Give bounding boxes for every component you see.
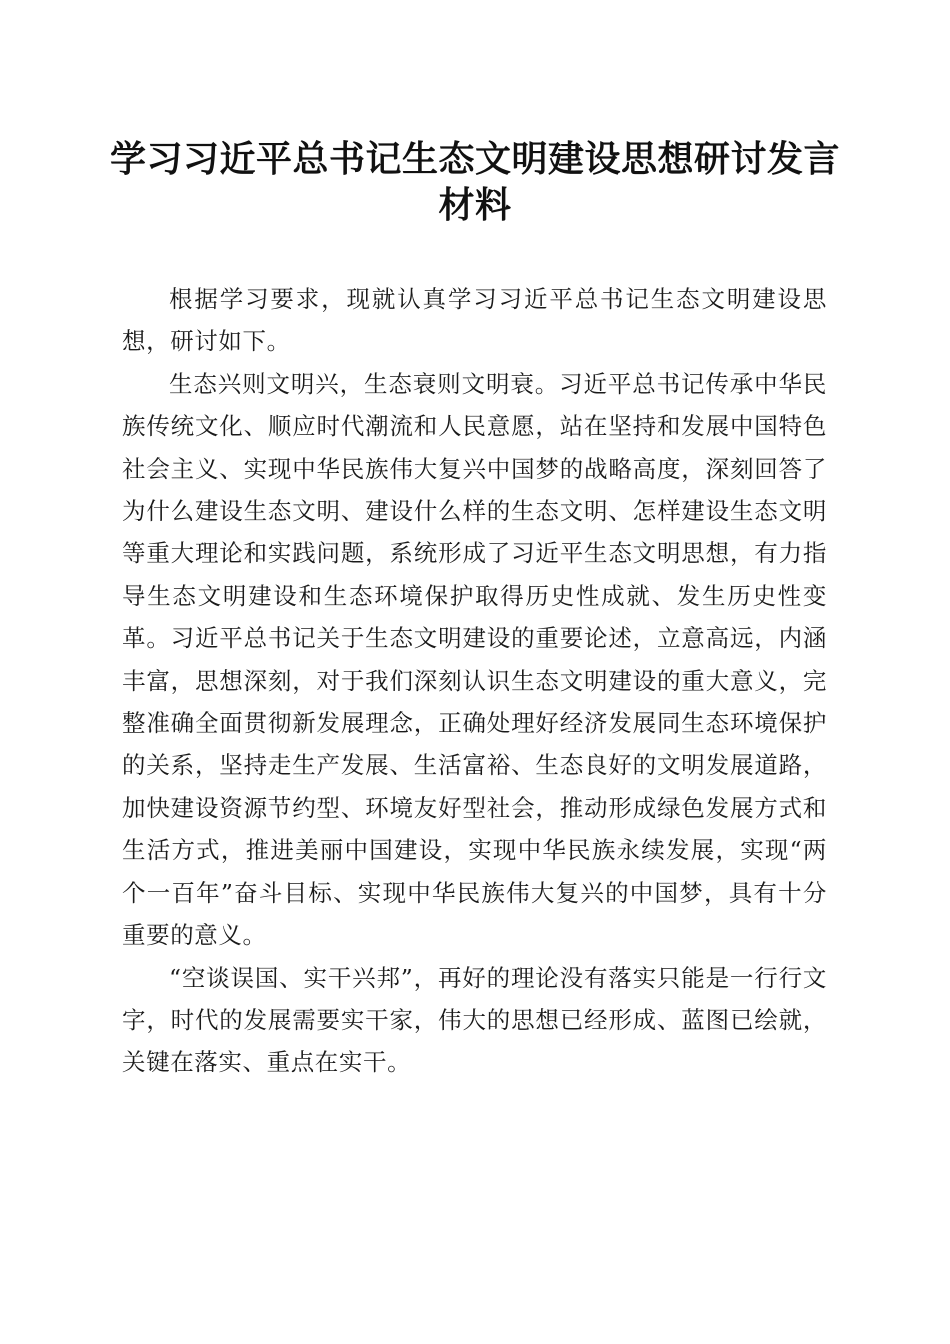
paragraph-main: 生态兴则文明兴，生态衰则文明衰。习近平总书记传承中华民族传统文化、顺应时代潮流和人民意愿，站在坚持和发展中国特色社会主义、实现中华民族伟大复兴中国梦的战略高度，深刻回答了为什么建设生态文明、建设什么样的生态文明、怎样建设生态文明等重大理论和实践问题，系统形成了习近平生态文明思想，有力指导生态文明建设和生态环境保护取得历史性成就、发生历史性变革。习近平总书记关于生态文明建设的重要论述，立意高远，内涵丰富，思想深刻，对于我们深刻认识生态文明建设的重大意义，完整准确全面贯彻新发展理念，正确处理好经济发展同生态环境保护的关系，坚持走生产发展、生活富裕、生态良好的文明发展道路，加快建设资源节约型、环境友好型社会，推动形成绿色发展方式和生活方式，推进美丽中国建设，实现中华民族永续发展，实现“两个一百年”奋斗目标、实现中华民族伟大复兴的中国梦，具有十分重要的意义。	[122, 369, 827, 950]
title-line-2: 材料	[438, 184, 512, 226]
paragraph-intro: 根据学习要求，现就认真学习习近平总书记生态文明建设思想，研讨如下。	[122, 285, 827, 356]
document-title	[100, 136, 850, 228]
title-line-1: 学习习近平总书记生态文明建设思想研讨发言	[109, 138, 840, 180]
document-body	[122, 278, 827, 1084]
paragraph-action: “空谈误国、实干兴邦”，再好的理论没有落实只能是一行行文字，时代的发展需要实干家，伟大的思想已经形成、蓝图已绘就，关键在落实、重点在实干。	[122, 963, 827, 1077]
